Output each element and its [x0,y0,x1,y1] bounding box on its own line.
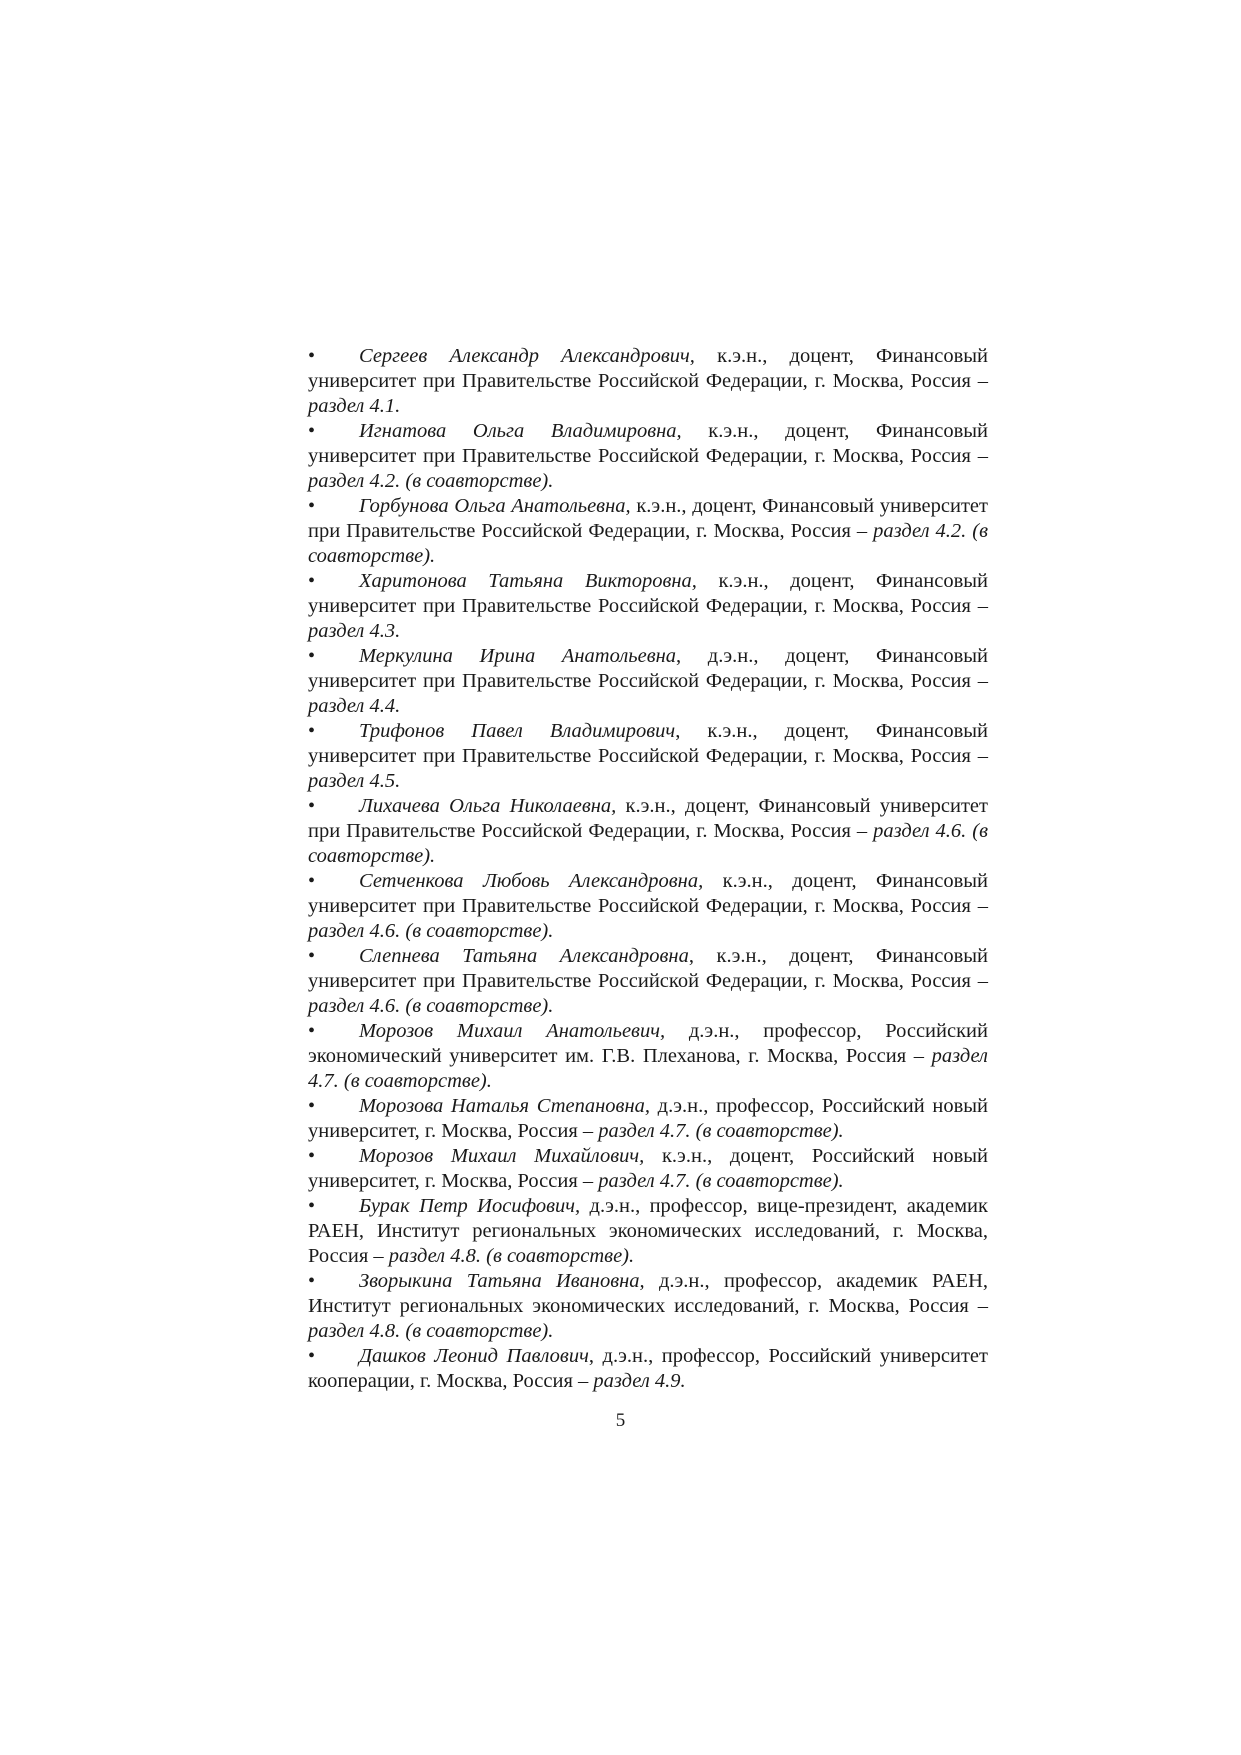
bullet-icon [308,1269,315,1294]
author-name: Трифонов Павел Владимирович [359,720,676,742]
author-details: к.э.н., доцент, Финансовый университет при Правительстве Российской Федерации, г. Москва, Россия – [308,495,988,542]
author-name: Лихачева Ольга Николаевна, [359,795,617,817]
contributors-list [308,344,988,1394]
bullet-icon [308,644,315,669]
list-item [308,494,988,569]
bullet-icon [308,944,315,969]
list-item [308,1094,988,1144]
author-name: Игнатова Ольга Владимировна, [359,420,682,442]
bullet-icon [308,494,315,519]
bullet-icon [308,344,315,369]
page-number: 5 [615,1410,626,1431]
list-item [308,419,988,494]
section-reference: раздел 4.2. (в соавторстве). [308,520,988,567]
author-name: Харитонова Татьяна Викторовна, [359,570,697,592]
bullet-icon [308,419,315,444]
list-item [308,794,988,869]
section-reference: раздел 4.4. [308,695,401,717]
author-details: , д.э.н., доцент, Финансовый университет при Правительстве Российской Федерации, г. Москва, Россия – [308,645,988,692]
list-item [308,719,988,794]
author-name: Горбунова Ольга Анатольевна, [359,495,631,517]
author-details: д.э.н., профессор, Российский новый университет, г. Москва, Россия – [308,1095,988,1142]
list-item [308,1144,988,1194]
author-name: Меркулина Ирина Анатольевна [359,645,677,667]
section-reference: раздел 4.1. [308,395,401,417]
bullet-icon [308,1144,315,1169]
list-item [308,1344,988,1394]
list-item [308,869,988,944]
section-reference: раздел 4.2. (в соавторстве). [308,470,554,492]
bullet-icon [308,719,315,744]
bullet-icon [308,1094,315,1119]
section-reference: раздел 4.8. (в соавторстве). [388,1245,635,1267]
author-name: Сетченкова Любовь Александровна, [359,870,704,892]
author-details: , к.э.н., доцент, Финансовый университет при Правительстве Российской Федерации, г. Москва, Россия – [308,720,988,767]
author-name: Морозов Михаил Анатольевич, [359,1020,666,1042]
section-reference: раздел 4.7. (в соавторстве). [308,1045,988,1092]
author-name: Дашков Леонид Павлович [359,1345,589,1367]
author-details: к.э.н., доцент, Финансовый университет при Правительстве Российской Федерации, г. Москва, Россия – [308,570,988,617]
author-name: Морозов Михаил Михайлович, [359,1145,645,1167]
author-details: , к.э.н., доцент, Финансовый университет при Правительстве Российской Федерации, г. Москва, Россия – [308,945,988,992]
list-item [308,944,988,1019]
section-reference: раздел 4.3. [308,620,401,642]
section-reference: раздел 4.9. [593,1370,686,1392]
bullet-icon [308,569,315,594]
section-reference: раздел 4.7. (в соавторстве). [598,1120,844,1142]
bullet-icon [308,794,315,819]
author-name: Зворыкина Татьяна Ивановна, [359,1270,645,1292]
author-details: , д.э.н., профессор, Российский университет кооперации, г. Москва, Россия – [308,1345,988,1392]
author-name: Сергеев Александр Александрович, [359,345,695,367]
author-details: д.э.н., профессор, вице-президент, академик РАЕН, Институт региональных экономических исследований, г. Москва, Россия – [308,1195,988,1267]
author-details: к.э.н., доцент, Финансовый университет при Правительстве Российской Федерации, г. Москва, Россия – [308,420,988,467]
author-details: д.э.н., профессор, академик РАЕН, Институт региональных экономических исследований, г. Москва, Россия – [308,1270,989,1317]
author-name: Слепнева Татьяна Александровна [359,945,689,967]
author-details: к.э.н., доцент, Финансовый университет при Правительстве Российской Федерации, г. Москва, Россия – [308,870,988,917]
author-details: к.э.н., доцент, Финансовый университет при Правительстве Российской Федерации, г. Москва, Россия – [308,795,988,842]
section-reference: раздел 4.8. (в соавторстве). [308,1320,554,1342]
bullet-icon [308,869,315,894]
list-item [308,1269,988,1344]
list-item [308,644,988,719]
bullet-icon [308,1019,315,1044]
bullet-icon [308,1344,315,1369]
section-reference: раздел 4.6. (в соавторстве). [308,820,988,867]
list-item [308,1194,988,1269]
section-reference: раздел 4.6. (в соавторстве). [308,920,554,942]
author-details: д.э.н., профессор, Российский экономический университет им. Г.В. Плеханова, г. Москва, Россия – [308,1020,988,1067]
author-name: Бурак Петр Иосифович, [359,1195,581,1217]
author-details: к.э.н., доцент, Финансовый университет при Правительстве Российской Федерации, г. Москва, Россия – [308,345,988,392]
list-item [308,344,988,419]
author-name: Морозова Наталья Степановна, [359,1095,650,1117]
bullet-icon [308,1194,315,1219]
list-item [308,569,988,644]
section-reference: раздел 4.6. (в соавторстве). [308,995,554,1017]
section-reference: раздел 4.5. [308,770,401,792]
author-details: к.э.н., доцент, Российский новый университет, г. Москва, Россия – [308,1145,988,1192]
section-reference: раздел 4.7. (в соавторстве). [598,1170,844,1192]
list-item [308,1019,988,1094]
